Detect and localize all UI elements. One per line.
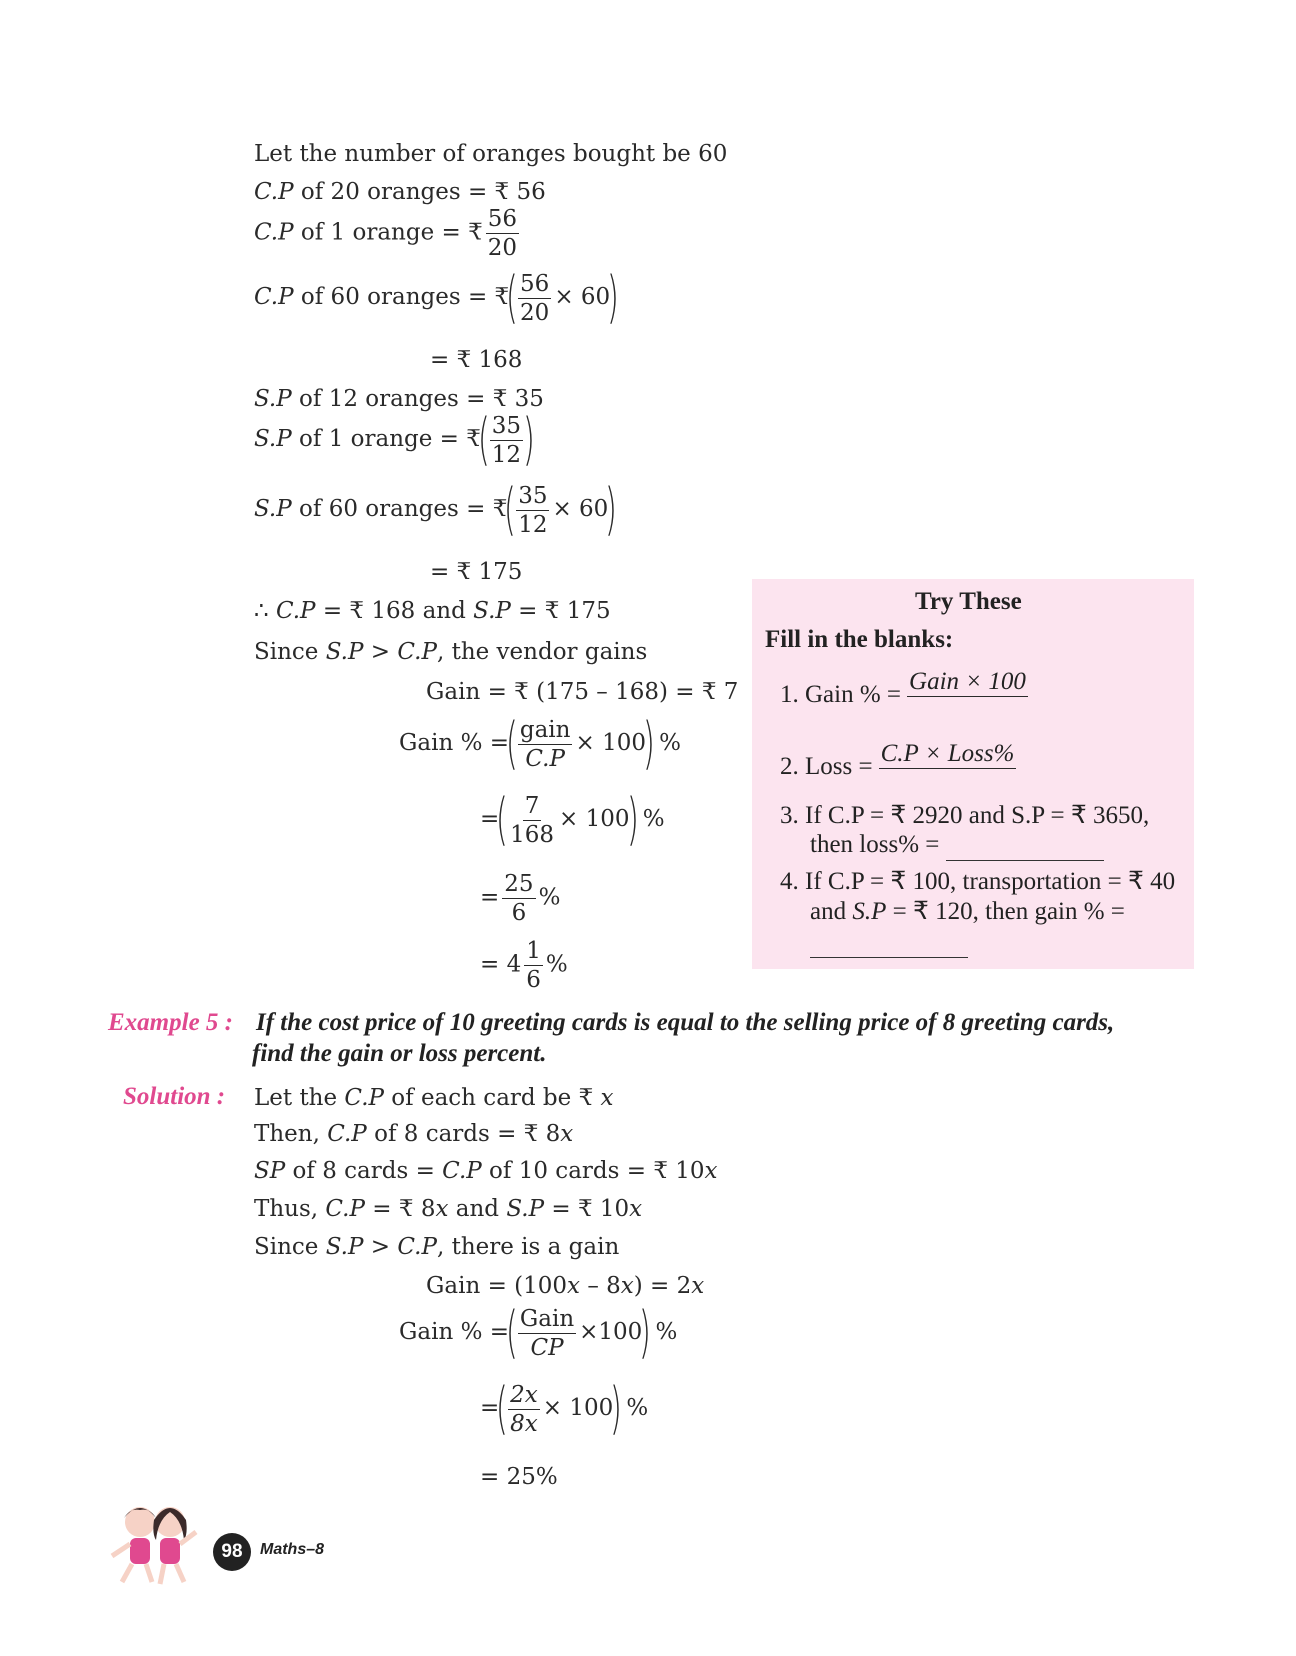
example-label: Example 5 : <box>108 1009 233 1036</box>
text-line: Thus, C.P = ₹ 8x and S.P = ₹ 10x <box>254 1196 643 1222</box>
question-3-line1: 3. If C.P = ₹ 2920 and S.P = ₹ 3650, <box>780 802 1150 829</box>
try-these-box <box>752 579 1194 969</box>
math-line: =( $\frac{7}{168}$ × 100) % <box>480 787 665 852</box>
math-line: = 25% <box>480 1464 558 1490</box>
math-line: C.P of 1 orange = ₹ $\frac{56}{20}$ <box>254 206 518 261</box>
math-line: Gain = (100x – 8x) = 2x <box>426 1273 705 1299</box>
math-line: S.P of 60 oranges = ₹( $\frac{35}{12}$ × 60) <box>254 477 618 542</box>
solution-label: Solution : <box>123 1083 226 1110</box>
text-line: SP of 8 cards = C.P of 10 cards = ₹ 10x <box>254 1158 718 1184</box>
example-question-line2: find the gain or loss percent. <box>252 1040 547 1067</box>
math-line: S.P of 1 orange = ₹( $\frac{35}{12}$ ) <box>254 407 535 472</box>
example-question-line1: If the cost price of 10 greeting cards is equal to the selling price of 8 greeting cards, <box>256 1009 1115 1036</box>
math-line: = ₹ 175 <box>430 559 523 585</box>
math-line: = $\frac{25}{6}$ % <box>480 871 561 926</box>
text-line: Since S.P > C.P, there is a gain <box>254 1234 620 1260</box>
question-4-line2: and S.P = ₹ 120, then gain % = <box>810 898 1125 925</box>
math-line: =( $\frac{2x}{8x}$ × 100) % <box>480 1376 649 1441</box>
math-line: = ₹ 168 <box>430 347 523 373</box>
text-line: Since S.P > C.P, the vendor gains <box>254 639 648 665</box>
math-line: Gain % =( $\frac{\text{Gain}}{CP}$ ×100) % <box>399 1300 678 1365</box>
try-these-title: Try These <box>915 588 1022 615</box>
question-2: 2. Loss = C.P × Loss% <box>780 740 1015 781</box>
math-line: C.P of 60 oranges = ₹( $\frac{56}{20}$ × 60) <box>254 265 620 330</box>
text-line: S.P of 12 oranges = ₹ 35 <box>254 386 544 412</box>
text-line: C.P of 20 oranges = ₹ 56 <box>254 179 546 205</box>
kids-illustration <box>104 1500 204 1590</box>
text-line: Let the number of oranges bought be 60 <box>254 141 728 167</box>
try-these-subtitle: Fill in the blanks: <box>765 626 954 653</box>
math-line: = 4 $\frac{1}{6}$ % <box>480 938 568 993</box>
text-line: ∴ C.P = ₹ 168 and S.P = ₹ 175 <box>254 598 611 624</box>
math-line: Gain = ₹ (175 – 168) = ₹ 7 <box>426 679 739 705</box>
question-4-line1: 4. If C.P = ₹ 100, transportation = ₹ 40 <box>780 868 1176 895</box>
question-3-line2: then loss% = <box>810 830 1104 861</box>
math-line: Gain % =( $\frac{\text{gain}}{C.P}$ × 100) % <box>399 711 681 776</box>
book-title: Maths–8 <box>260 1541 325 1558</box>
text-line: Then, C.P of 8 cards = ₹ 8x <box>254 1121 574 1147</box>
page-number: 98 <box>213 1533 251 1571</box>
question-1: 1. Gain % = Gain × 100 <box>780 668 1026 709</box>
text-line: Let the C.P of each card be ₹ x <box>254 1085 614 1111</box>
question-4-blank <box>810 927 968 958</box>
